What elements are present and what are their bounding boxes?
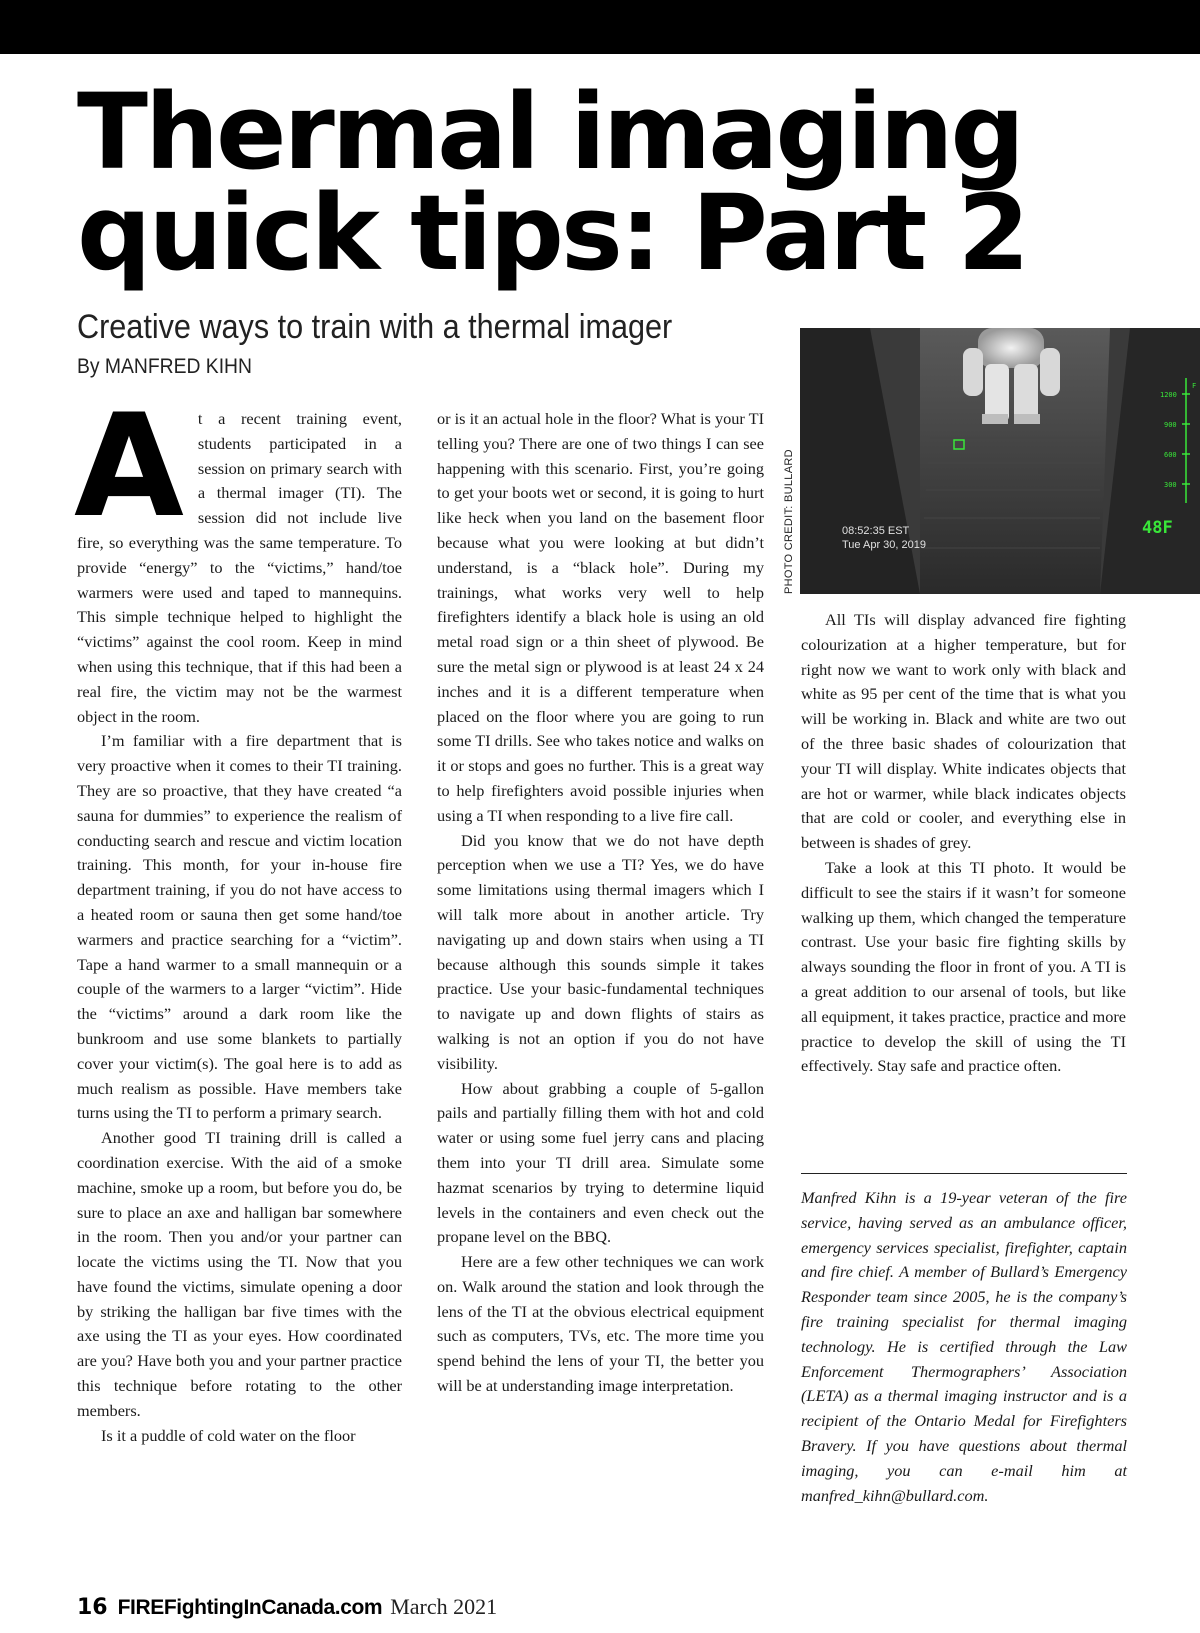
paragraph: I’m familiar with a fire department that is very proactive when it comes to their TI training. They are so proactive, that they have created “a sauna for dummies” to experience the realism of conducting search and rescue and victim location training. This month, for your in-house fire department training, if you do not have access to a heated room or sauna then get some hand/toe warmers and practice searching for a “victim”. Tape a hand warmer to a small mannequin or a couple of the warmers to a larger “victim”. Hide the “victims” around a dark room like the bunkroom and use some blankets to partially cover your victim(s). The goal here is to add as much realism as possible. Have members take turns using the TI to perform a primary search. [77,731,402,1123]
scale-tick-label: 300 [1164,481,1177,489]
photo-date: Tue Apr 30, 2019 [842,539,926,551]
temperature-readout: 48F [1142,518,1173,538]
photo-time: 08:52:35 EST [842,525,910,537]
article-column-1 [74,384,402,1448]
scale-tick-label: 1200 [1160,391,1177,399]
thermal-image-photo [800,328,1200,594]
issue-date: March 2021 [390,1594,498,1619]
paragraph: Another good TI training drill is called a coordination exercise. With the aid of a smoke machine, smoke up a room, but before you do, be sure to place an axe and halligan bar somewhere in the room. Then you and/or your partner can locate the victims using the TI. Now that you have found the victims, simulate opening a door by striking the halligan bar five times with the axe using the TI as your eyes. How coordinated are you? Have both you and your partner practice this technique before rotating to the other members. [77,1128,402,1420]
top-black-bar [0,0,1200,54]
thermal-scene [800,328,1200,594]
article-column-2 [437,407,764,1399]
paragraph: Take a look at this TI photo. It would be difficult to see the stairs if it wasn’t for someone walking up them, which changed the temperature contrast. Use your basic fire fighting skills by always sounding the floor in front of you. A TI is a great addition to our arsenal of tools, but like all equipment, it takes practice, practice and more practice to develop the skill of using the TI effectively. Stay safe and practice often. [801,857,1126,1076]
scale-tick-label: 900 [1164,421,1177,429]
scale-tick-label: 600 [1164,451,1177,459]
page-number: 16 [77,1595,108,1620]
article-column-3 [801,608,1126,1079]
magazine-name: FIREFightingInCanada.com [117,1596,383,1619]
headline-line-1: Thermal imaging [77,71,1022,193]
page-footer [77,1594,497,1620]
byline: By MANFRED KIHN [77,355,252,378]
scale-label: F [1192,382,1197,390]
paragraph: How about grabbing a couple of 5-gallon pails and partially filling them with hot and cold water or using some fuel jerry cans and placing them into your TI drill area. Simulate some hazmat scenarios by trying to determine liquid levels in the containers and even check out the propane level on the BBQ. [437,1078,764,1247]
paragraph: Did you know that we do not have depth perception when we use a TI? Yes, we do have some limitations using thermal imagers which I will talk more about in another article. Try navigating up and down stairs when using a TI because although this sounds simple it takes practice. Use your basic-fundamental techniques to navigate up and down flights of stairs as walking is not an option if you do not have visibility. [437,830,764,1073]
paragraph: or is it an actual hole in the floor? What is your TI telling you? There are one of two things I can see happening with this scenario. First, you’re going to get your boots wet or second, it is going to hurt like heck when you land on the basement floor because what you were looking at but didn’t understand, is a “black hole”. During my trainings, what works very well to help firefighters identify a black hole is using an old metal road sign or a thin sheet of plywood. Be sure the metal sign or plywood is at least 24 x 24 inches and it is a different temperature when placed on the floor where you are going to run some TI drills. See who takes notice and walks on it or stops and goes no further. This is a great way to help firefighters avoid possible injuries when using a TI when responding to a live fire call. [437,409,764,825]
paragraph: Is it a puddle of cold water on the floor [101,1425,356,1445]
subtitle: Creative ways to train with a thermal imager [77,308,673,346]
headline-line-2: quick tips: Part 2 [77,172,1027,294]
paragraph: All TIs will display advanced fire fighting colourization at a higher temperature, but for right now we want to work only with black and white as 95 per cent of the time that is what you will be working in. Black and white are two out of the three basic shades of colourization that your TI will display. White indicates objects that are hot or warmer, while black indicates objects that are cold or cooler, and everything else in between is shades of grey. [801,610,1126,853]
paragraph: Here are a few other techniques we can work on. Walk around the station and look through the lens of the TI at the obvious electrical equipment such as computers, TVs, etc. The more time you spend behind the lens of your TI, the better you will be at understanding image interpretation. [437,1252,764,1396]
drop-cap: A [74,384,184,549]
photo-credit: PHOTO CREDIT: BULLARD [783,449,795,594]
bio-divider [801,1173,1127,1174]
author-bio: Manfred Kihn is a 19-year veteran of the fire service, having served as an ambulance officer, emergency services specialist, firefighter, captain and fire chief. A member of Bullard’s Emergency Responder team since 2005, he is the company’s fire training specialist for thermal imaging technology. He is certified through the Law Enforcement Thermographers’ Association (LETA) as a thermal imaging instructor and is a recipient of the Ontario Medal for Firefighters Bravery. If you have questions about thermal imaging, you can e-mail him at manfred_kihn@bullard.com. [801,1188,1127,1505]
paragraph: t a recent training event, students participated in a session on primary search with a thermal imager (TI). The session did not include live fire, so everything was the same temperature. To provide “energy” to the “victims,” hand/toe warmers were used and taped to mannequins. This simple technique helped to highlight the “victims” against the cool room. Keep in mind when using this technique, that if this had been a real fire, the victim may not be the warmest object in the room. [77,409,402,726]
headline [77,71,1177,294]
